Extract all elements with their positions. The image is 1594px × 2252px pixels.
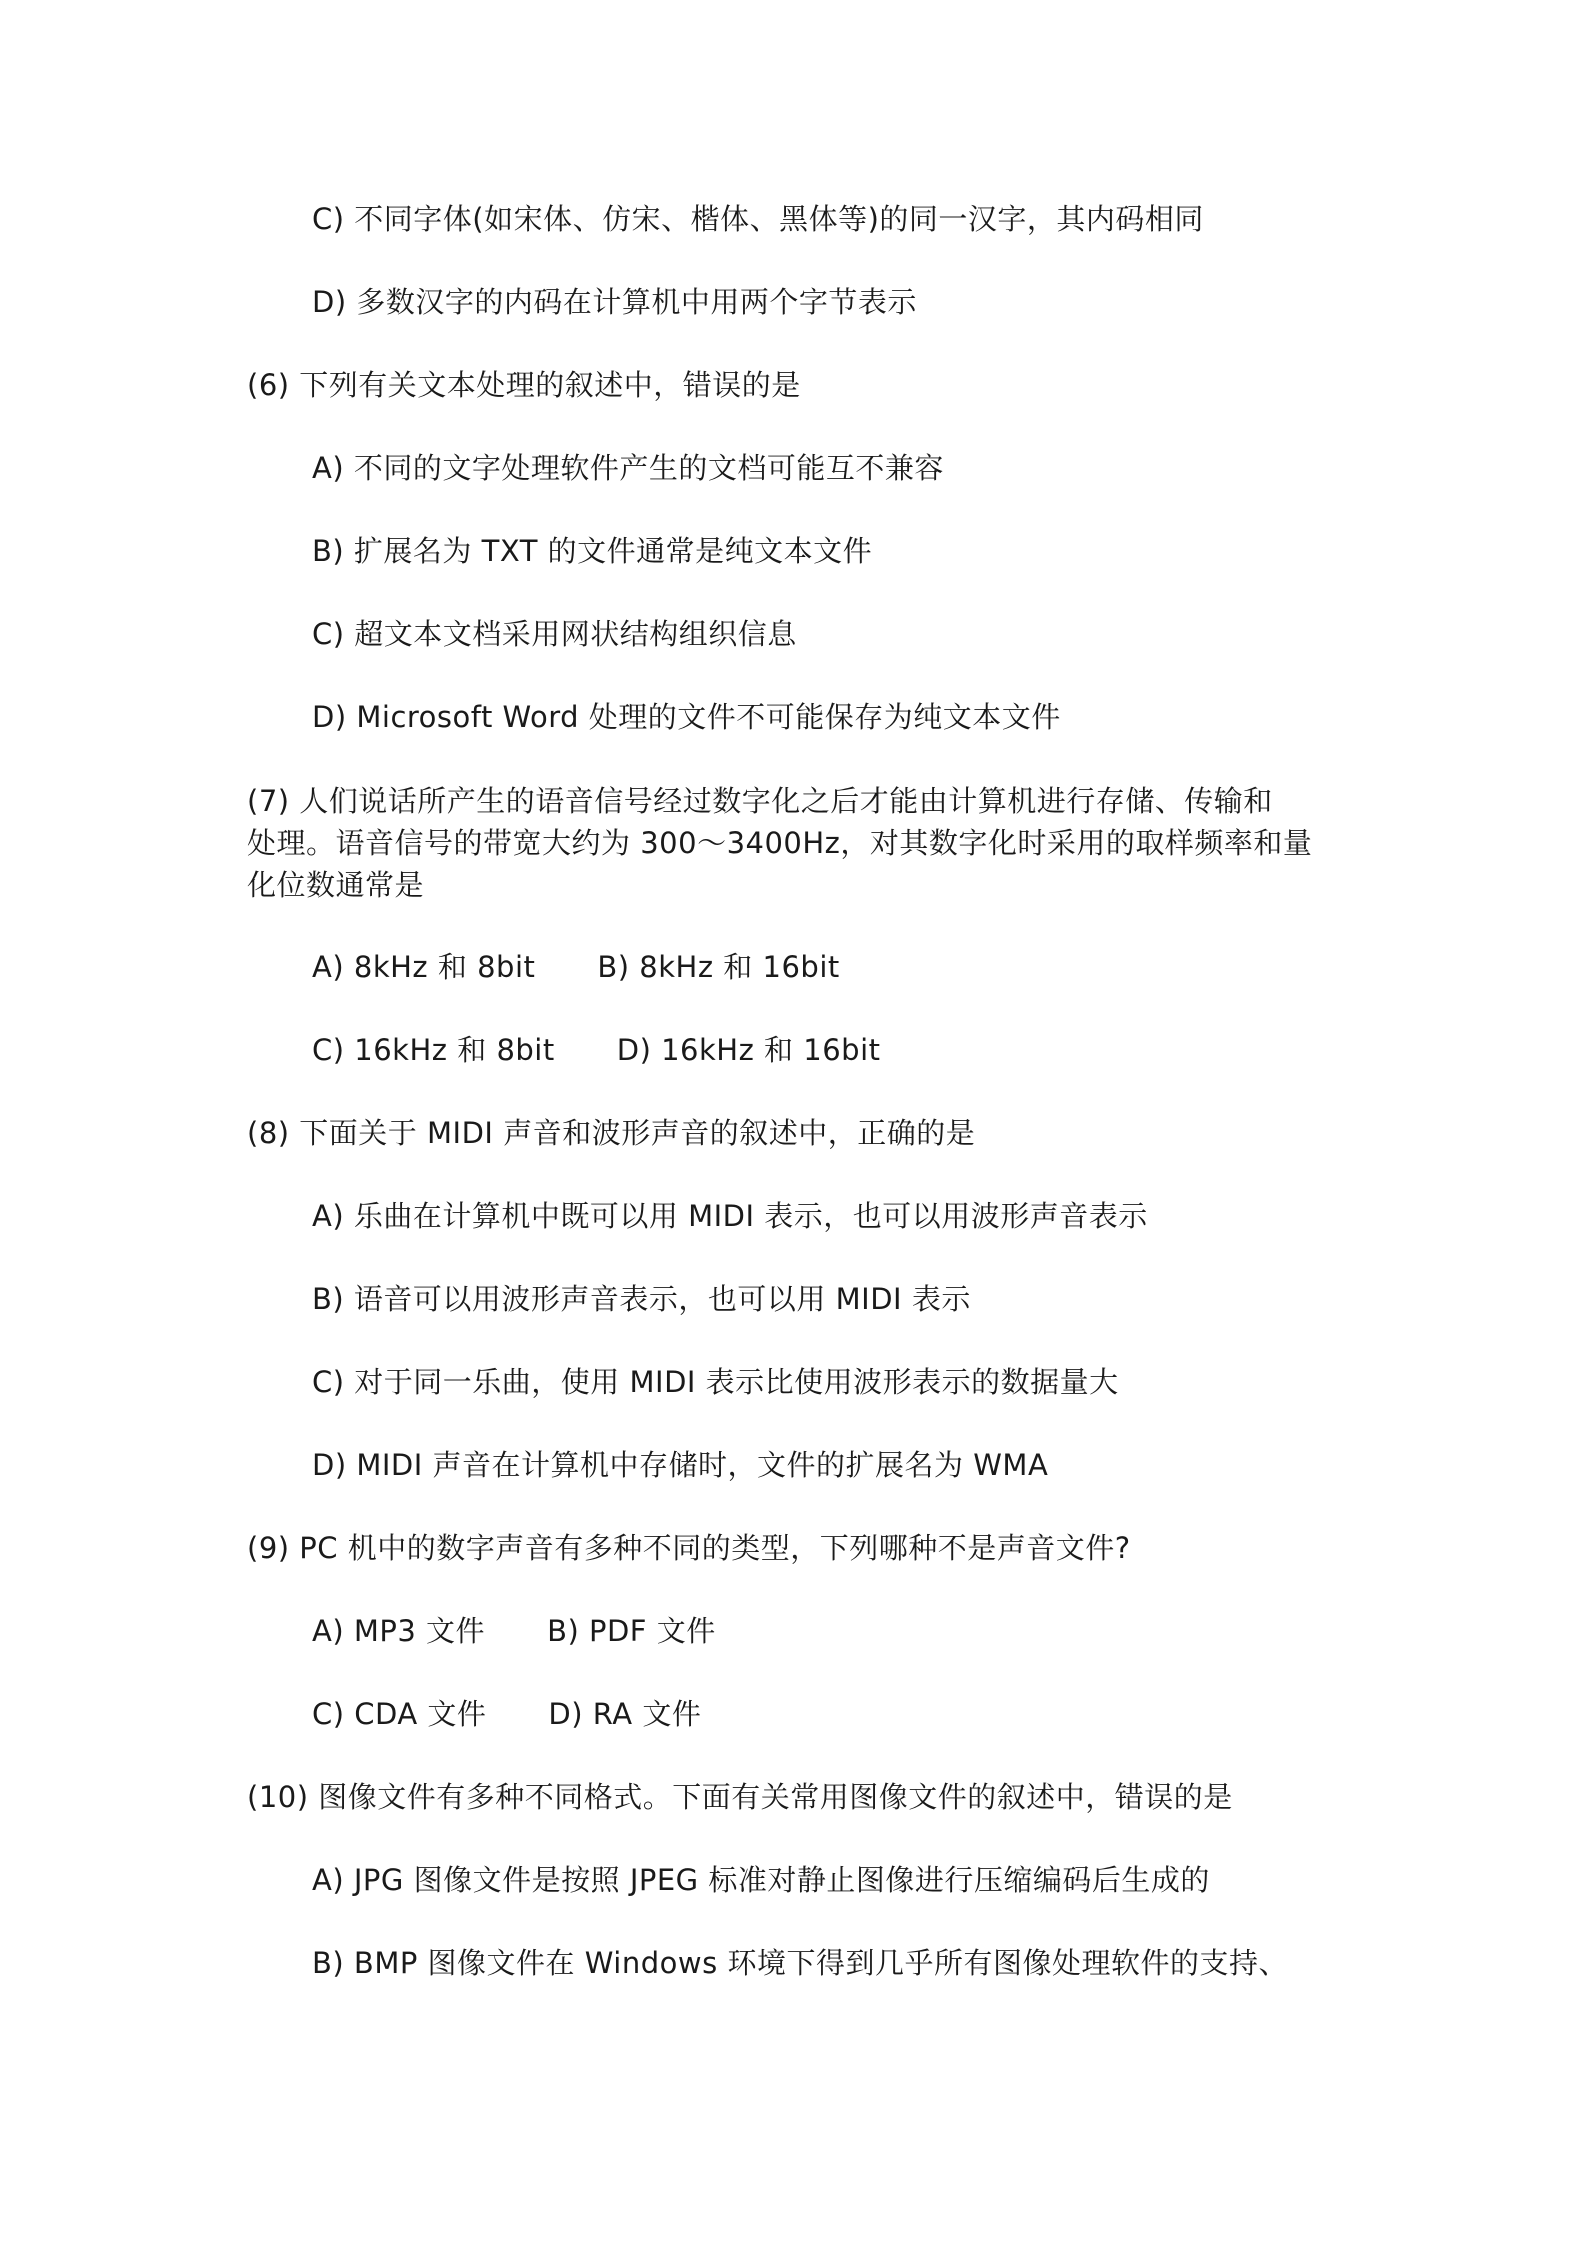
q7-options-ab bbox=[312, 946, 840, 988]
question-10: (10) 图像文件有多种不同格式。下面有关常用图像文件的叙述中，错误的是 bbox=[247, 1780, 1233, 1814]
q10-option-a: A) JPG 图像文件是按照 JPEG 标准对静止图像进行压缩编码后生成的 bbox=[312, 1863, 1210, 1897]
q9-option-b: B) PDF 文件 bbox=[547, 1614, 716, 1648]
q9-option-c: C) CDA 文件 bbox=[312, 1697, 487, 1731]
question-9: (9) PC 机中的数字声音有多种不同的类型，下列哪种不是声音文件? bbox=[247, 1531, 1131, 1565]
q9-option-d: D) RA 文件 bbox=[548, 1697, 702, 1731]
q6-option-d: D) Microsoft Word 处理的文件不可能保存为纯文本文件 bbox=[312, 700, 1061, 734]
q9-options-cd bbox=[312, 1693, 701, 1735]
question-8: (8) 下面关于 MIDI 声音和波形声音的叙述中，正确的是 bbox=[247, 1116, 976, 1150]
question-7-line-1: (7) 人们说话所产生的语音信号经过数字化之后才能由计算机进行存储、传输和 bbox=[247, 784, 1273, 818]
q7-option-a: A) 8kHz 和 8bit bbox=[312, 950, 536, 984]
q8-option-d: D) MIDI 声音在计算机中存储时，文件的扩展名为 WMA bbox=[312, 1448, 1049, 1482]
question-7-line-3: 化位数通常是 bbox=[247, 868, 425, 902]
q6-option-c: C) 超文本文档采用网状结构组织信息 bbox=[312, 617, 797, 651]
q8-option-b: B) 语音可以用波形声音表示，也可以用 MIDI 表示 bbox=[312, 1282, 971, 1316]
q9-options-ab bbox=[312, 1610, 716, 1652]
question-7-line-2: 处理。语音信号的带宽大约为 300～3400Hz，对其数字化时采用的取样频率和量 bbox=[247, 826, 1313, 860]
q8-option-a: A) 乐曲在计算机中既可以用 MIDI 表示，也可以用波形声音表示 bbox=[312, 1199, 1148, 1233]
q7-option-b: B) 8kHz 和 16bit bbox=[597, 950, 840, 984]
q7-option-c: C) 16kHz 和 8bit bbox=[312, 1033, 555, 1067]
q6-option-a: A) 不同的文字处理软件产生的文档可能互不兼容 bbox=[312, 451, 944, 485]
q10-option-b: B) BMP 图像文件在 Windows 环境下得到几乎所有图像处理软件的支持、 bbox=[312, 1946, 1288, 1980]
q5-option-c: C) 不同字体(如宋体、仿宋、楷体、黑体等)的同一汉字，其内码相同 bbox=[312, 202, 1204, 236]
q8-option-c: C) 对于同一乐曲，使用 MIDI 表示比使用波形表示的数据量大 bbox=[312, 1365, 1119, 1399]
question-6: (6) 下列有关文本处理的叙述中，错误的是 bbox=[247, 368, 801, 402]
q6-option-b: B) 扩展名为 TXT 的文件通常是纯文本文件 bbox=[312, 534, 873, 568]
q5-option-d: D) 多数汉字的内码在计算机中用两个字节表示 bbox=[312, 285, 917, 319]
q7-option-d: D) 16kHz 和 16bit bbox=[616, 1033, 881, 1067]
q7-options-cd bbox=[312, 1029, 881, 1071]
q9-option-a: A) MP3 文件 bbox=[312, 1614, 486, 1648]
